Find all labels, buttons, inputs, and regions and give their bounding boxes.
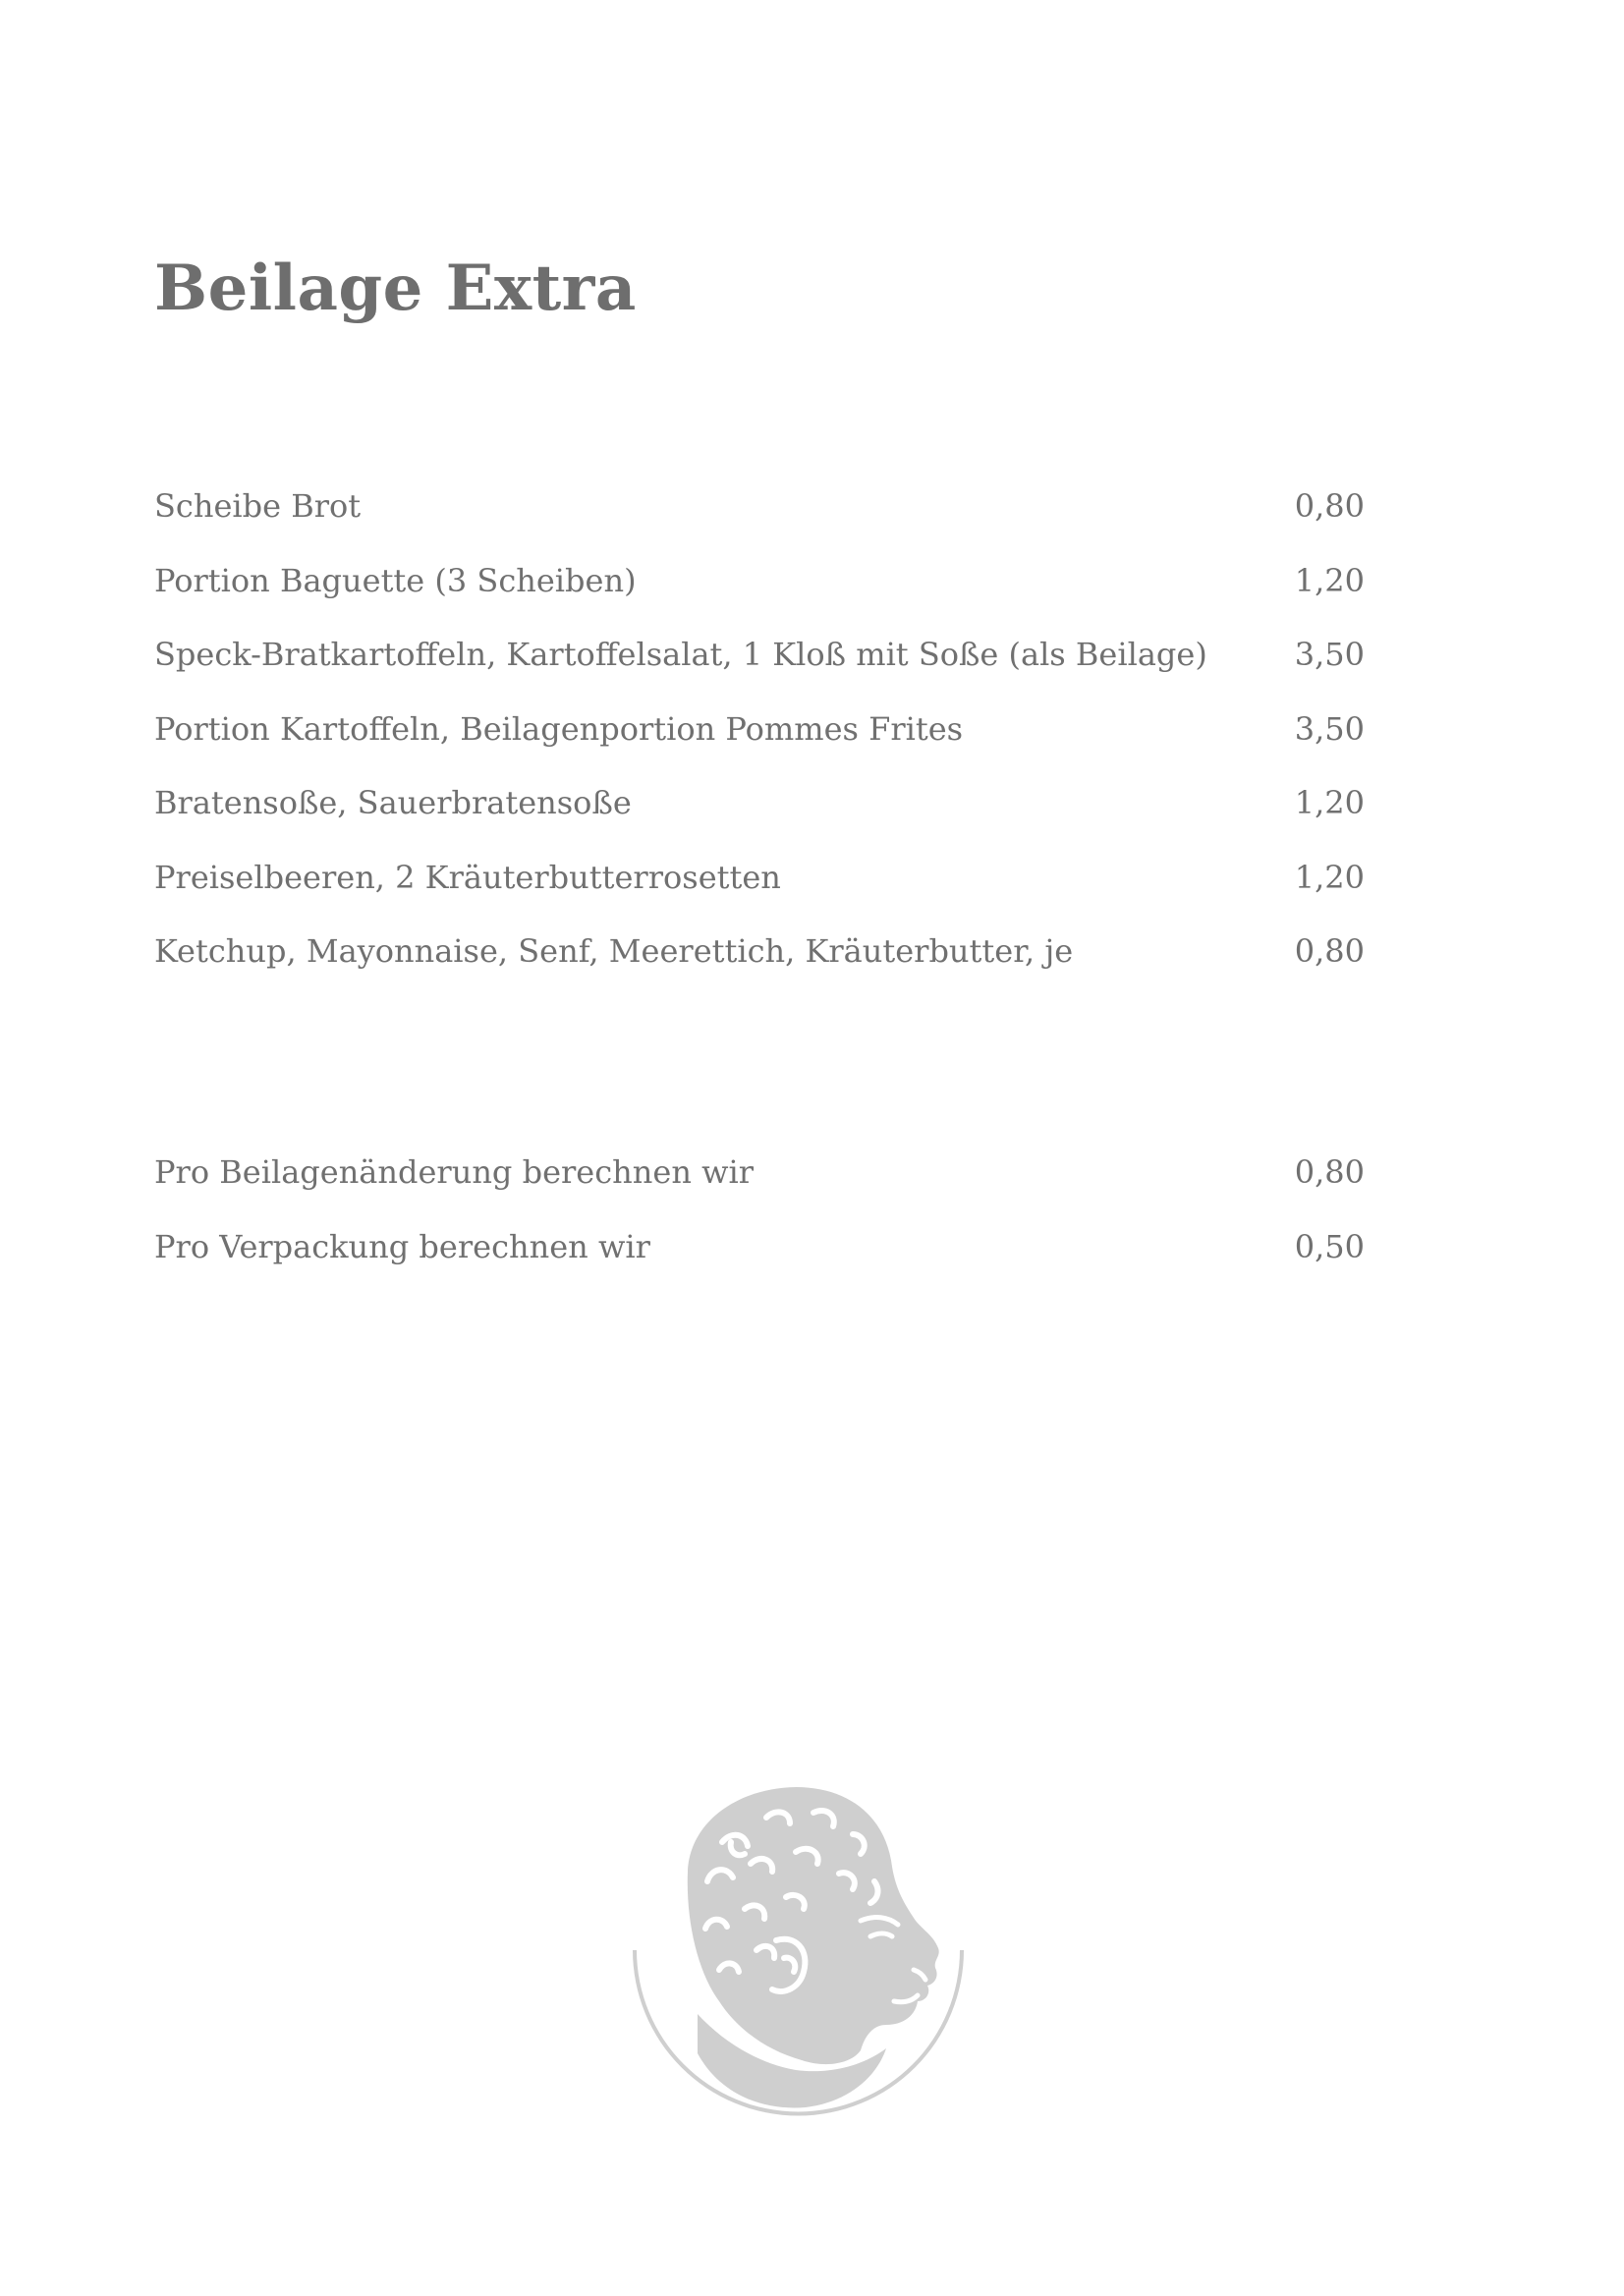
list-item (154, 561, 1365, 636)
fee-list (154, 1152, 1365, 1301)
fee-price: 0,50 (1294, 1227, 1365, 1265)
list-item (154, 858, 1365, 932)
list-item (154, 635, 1365, 709)
item-price: 3,50 (1294, 709, 1365, 748)
item-price: 1,20 (1294, 858, 1365, 896)
item-name: Preiselbeeren, 2 Kräuterbutterrosetten (154, 858, 781, 896)
fee-name: Pro Beilagenänderung berechnen wir (154, 1153, 755, 1191)
side-dish-list (154, 486, 1365, 1006)
page-title: Beilage Extra (154, 252, 637, 325)
item-price: 0,80 (1294, 487, 1365, 525)
item-name: Portion Kartoffeln, Beilagenportion Pommes Frites (154, 709, 964, 748)
fee-name: Pro Verpackung berechnen wir (154, 1227, 650, 1265)
item-price: 1,20 (1294, 784, 1365, 821)
item-price: 1,20 (1294, 561, 1365, 599)
item-name: Bratensoße, Sauerbratensoße (154, 784, 632, 821)
list-item (154, 783, 1365, 858)
list-item (154, 1227, 1365, 1302)
item-name: Scheibe Brot (154, 487, 362, 525)
item-price: 0,80 (1294, 932, 1365, 970)
list-item (154, 931, 1365, 1006)
fee-price: 0,80 (1294, 1153, 1365, 1191)
item-price: 3,50 (1294, 636, 1365, 673)
item-name: Ketchup, Mayonnaise, Senf, Meerettich, Kräuterbutter, je (154, 932, 1074, 970)
list-item (154, 486, 1365, 561)
item-name: Portion Baguette (3 Scheiben) (154, 561, 637, 599)
list-item (154, 1152, 1365, 1227)
moor-head-emblem-icon (629, 1783, 968, 2117)
list-item (154, 709, 1365, 784)
item-name: Speck-Bratkartoffeln, Kartoffelsalat, 1 Kloß mit Soße (als Beilage) (154, 636, 1207, 673)
